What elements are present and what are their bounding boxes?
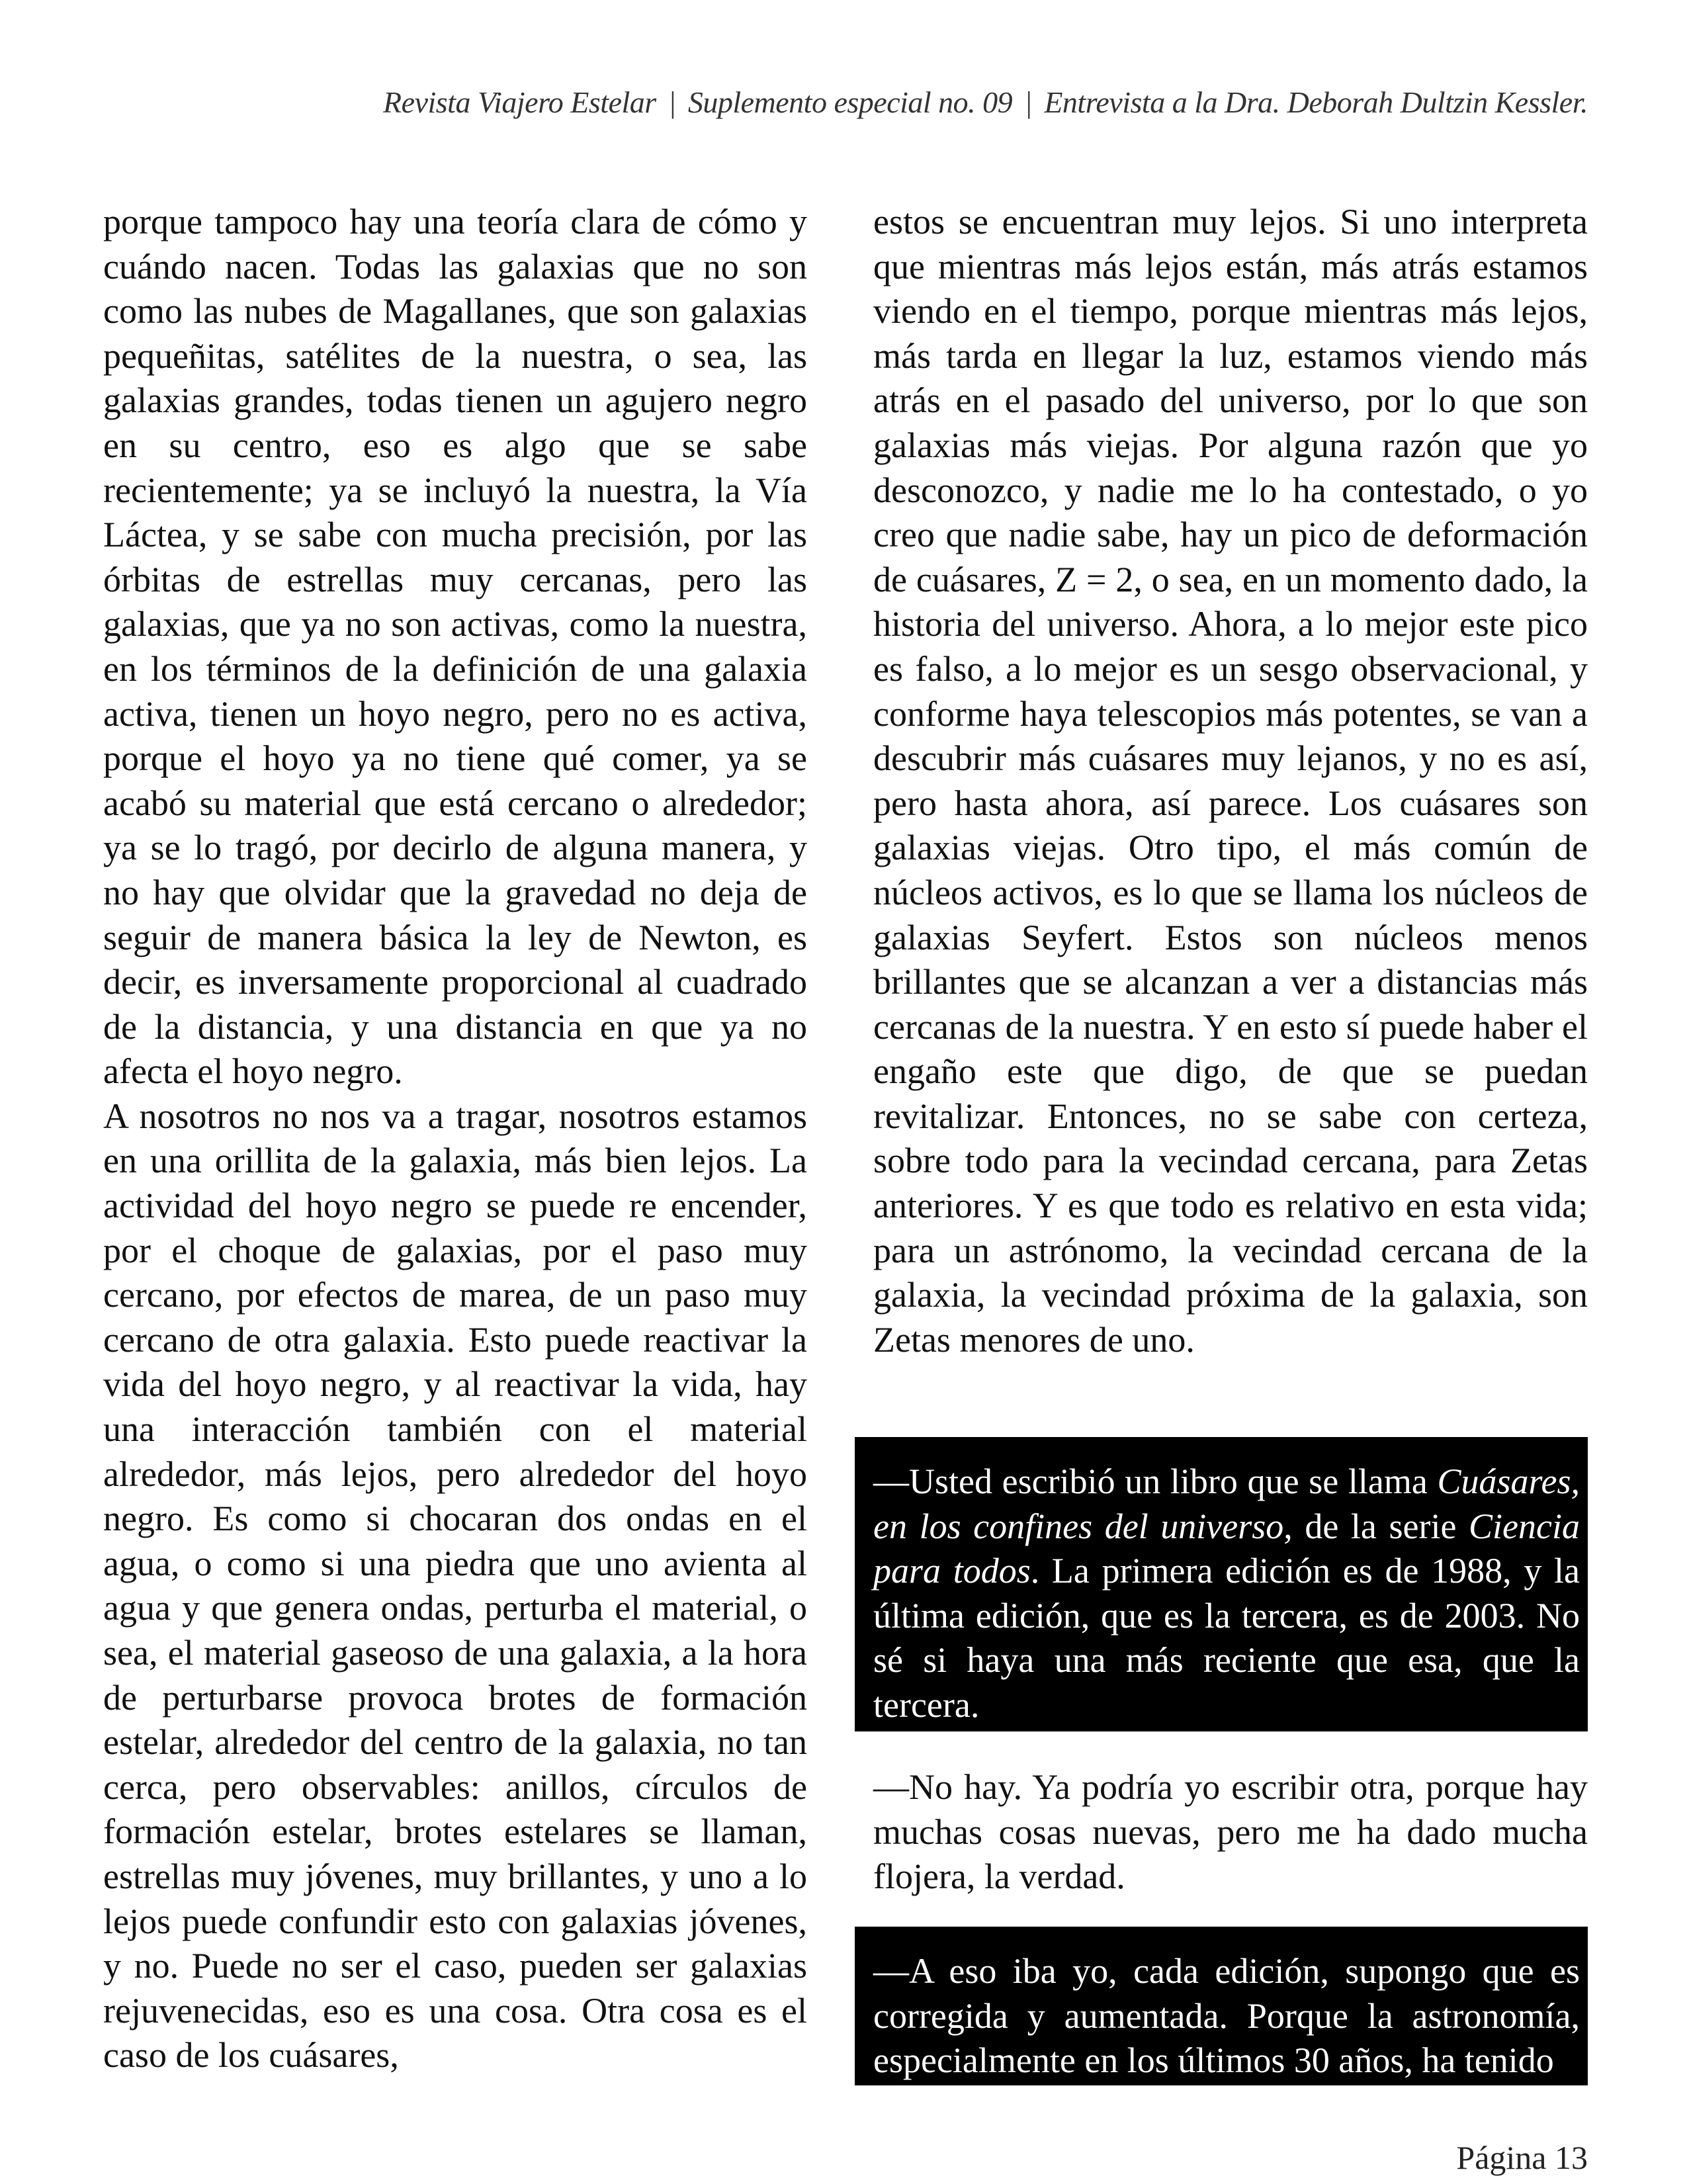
- header-separator: |: [1024, 85, 1033, 119]
- interview-question-box: [855, 1437, 1588, 1731]
- answer-text: —No hay. Ya podría yo escribir otra, porque hay muchas cosas nuevas, pero me ha dado mucha flojera, la verdad.: [873, 1767, 1588, 1897]
- interview-question: [873, 1460, 1580, 1728]
- question-text: —Usted escribió un libro que se llama: [873, 1462, 1438, 1501]
- body-paragraph: porque tampoco hay una teoría clara de cómo y cuándo nacen. Todas las galaxias que no son como las nubes de Magallanes, que son galaxias pequeñitas, satélites de la nuestra, o sea, las galaxias grandes, todas tienen un agujero negro en su centro, eso es algo que se sabe recientemente; ya se incluyó la nuestra, la Vía Láctea, y se sabe con mucha precisión, por las órbitas de estrellas muy cercanas, pero las galaxias, que ya no son activas, como la nuestra, en los términos de la definición de una galaxia activa, tienen un hoyo negro, pero no es activa, porque el hoyo ya no tiene qué comer, ya se acabó su material que está cercano o alrededor; ya se lo tragó, por decirlo de alguna manera, y no hay que olvidar que la gravedad no deja de seguir de manera básica la ley de Newton, es decir, es inversamente proporcional al cuadrado de la distancia, y una distancia en que ya no afecta el hoyo negro.: [103, 202, 807, 1092]
- body-paragraph: estos se encuentran muy lejos. Si uno interpreta que mientras más lejos están, más atrás estamos viendo en el tiempo, porque mientras más lejos, más tarda en llegar la luz, estamos viendo más atrás en el pasado del universo, por lo que son galaxias más viejas. Por alguna razón que yo desconozco, y nadie me lo ha contestado, o yo creo que nadie sabe, hay un pico de deformación de cuásares, Z = 2, o sea, en un momento dado, la historia del universo. Ahora, a lo mejor este pico es falso, a lo mejor es un sesgo observacional, y conforme haya telescopios más potentes, se van a descubrir más cuásares muy lejanos, y no es así, pero hasta ahora, así parece. Los cuásares son galaxias viejas. Otro tipo, el más común de núcleos activos, es lo que se llama los núcleos de galaxias Seyfert. Estos son núcleos menos brillantes que se alcanzan a ver a distancias más cercanas de la nuestra. Y en esto sí puede haber el engaño este que digo, de que se puedan revitalizar. Entonces, no se sabe con certeza, sobre todo para la vecindad cercana, para Zetas anteriores. Y es que todo es relativo en esta vida; para un astrónomo, la vecindad cercana de la galaxia, la vecindad próxima de la galaxia, son Zetas menores de uno.: [873, 202, 1588, 1360]
- article-title: Entrevista a la Dra. Deborah Dultzin Kessler.: [1044, 85, 1588, 119]
- series-title: Ciencia para todos: [873, 1506, 1580, 1591]
- interview-question: —A eso iba yo, cada edición, supongo que es corregida y aumentada. Porque la astronomía, especialmente en los últimos 30 años, ha tenido: [873, 1951, 1580, 2081]
- right-column: [873, 200, 1588, 1362]
- page-number: Página 13: [1456, 2139, 1588, 2176]
- question-text: , de la serie: [1283, 1506, 1469, 1546]
- supplement-name: Suplemento especial no. 09: [687, 85, 1013, 119]
- question-text: . La primera edición es de 1988, y la última edición, que es la tercera, es de 2003. No sé si haya una más reciente que esa, que la tercera.: [873, 1551, 1580, 1725]
- magazine-name: Revista Viajero Estelar: [383, 85, 656, 119]
- interview-question-box: [855, 1927, 1588, 2085]
- book-title: Cuásares, en los confines del universo: [873, 1462, 1580, 1546]
- body-paragraph: A nosotros no nos va a tragar, nosotros estamos en una orillita de la galaxia, más bien lejos. La actividad del hoyo negro se puede re encender, por el choque de galaxias, por el paso muy cercano, por efectos de marea, de un paso muy cercano de otra galaxia. Esto puede reactivar la vida del hoyo negro, y al reactivar la vida, hay una interacción también con el material alrededor, más lejos, pero alrededor del hoyo negro. Es como si chocaran dos ondas en el agua, o como si una piedra que uno avienta al agua y que genera ondas, perturba el material, o sea, el material gaseoso de una galaxia, a la hora de perturbarse provoca brotes de formación estelar, alrededor del centro de la galaxia, no tan cerca, pero observables: anillos, círculos de formación estelar, brotes estelares se llaman, estrellas muy jóvenes, muy brillantes, y uno a lo lejos puede confundir esto con galaxias jóvenes, y no. Puede no ser el caso, pueden ser galaxias rejuvenecidas, eso es una cosa. Otra cosa es el caso de los cuásares,: [103, 1096, 807, 2075]
- header-separator: |: [668, 85, 676, 119]
- running-header: [265, 85, 1588, 120]
- interview-answer: [873, 1765, 1588, 1900]
- left-column: [103, 200, 807, 2078]
